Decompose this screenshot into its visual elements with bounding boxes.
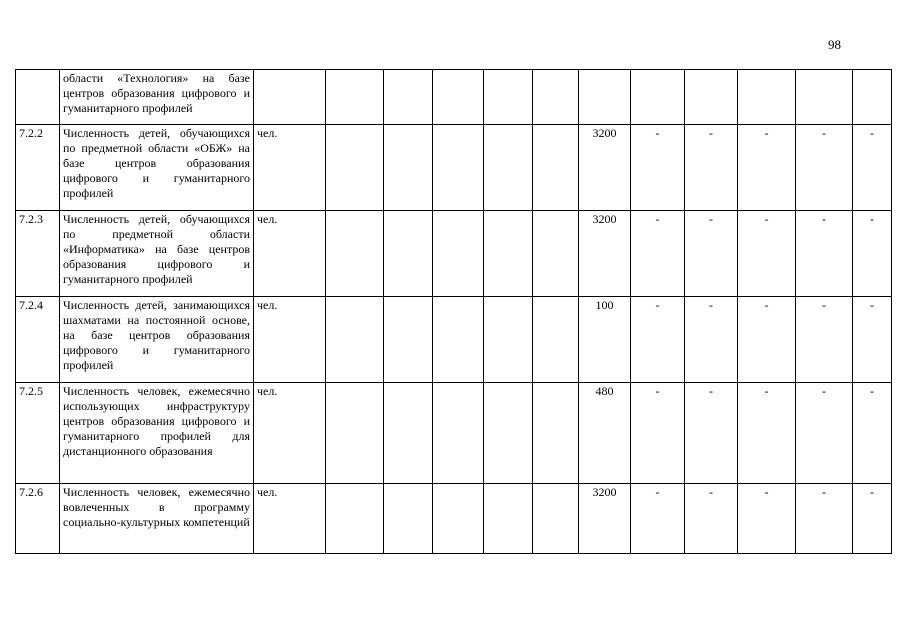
row-code: 7.2.4 — [16, 297, 60, 383]
row-dash: - — [631, 297, 685, 383]
row-dash: - — [685, 484, 738, 554]
row-cell — [533, 297, 579, 383]
page-number: 98 — [828, 37, 841, 52]
row-dash — [738, 70, 796, 125]
row-cell — [384, 70, 433, 125]
row-dash: - — [738, 383, 796, 484]
row-dash: - — [796, 211, 853, 297]
row-cell — [433, 383, 484, 484]
row-unit: чел. — [254, 125, 326, 211]
row-dash: - — [685, 297, 738, 383]
row-unit: чел. — [254, 211, 326, 297]
row-cell — [384, 297, 433, 383]
table-row — [16, 297, 892, 383]
row-dash: - — [685, 383, 738, 484]
row-cell — [484, 211, 533, 297]
row-value: 3200 — [579, 125, 631, 211]
row-cell — [326, 70, 384, 125]
row-indicator-name: Численность человек, ежемесячно вовлеченных в программу социально-культурных компетенций — [60, 484, 254, 554]
table-row — [16, 484, 892, 554]
row-dash — [631, 70, 685, 125]
row-cell — [384, 125, 433, 211]
row-dash: - — [685, 211, 738, 297]
row-value: 480 — [579, 383, 631, 484]
row-indicator-name: Численность детей, занимающихся шахматами на постоянной основе, на базе центров образования цифрового и гуманитарного профилей — [60, 297, 254, 383]
row-cell — [326, 125, 384, 211]
row-dash: - — [738, 125, 796, 211]
row-dash: - — [631, 383, 685, 484]
row-dash — [853, 70, 892, 125]
row-indicator-name: Численность детей, обучающихся по предметной области «ОБЖ» на базе центров образования цифрового и гуманитарного профилей — [60, 125, 254, 211]
row-cell — [484, 297, 533, 383]
row-dash: - — [853, 297, 892, 383]
row-cell — [433, 70, 484, 125]
row-dash: - — [631, 484, 685, 554]
row-dash: - — [796, 125, 853, 211]
row-dash: - — [853, 125, 892, 211]
row-cell — [433, 297, 484, 383]
row-dash: - — [631, 211, 685, 297]
row-dash: - — [796, 297, 853, 383]
row-dash: - — [853, 484, 892, 554]
row-dash: - — [738, 297, 796, 383]
row-cell — [433, 484, 484, 554]
table-row — [16, 383, 892, 484]
row-cell — [484, 70, 533, 125]
row-dash: - — [738, 484, 796, 554]
row-code: 7.2.2 — [16, 125, 60, 211]
row-value — [579, 70, 631, 125]
row-unit — [254, 70, 326, 125]
row-dash: - — [796, 383, 853, 484]
row-cell — [384, 383, 433, 484]
row-cell — [433, 125, 484, 211]
row-cell — [533, 125, 579, 211]
table-row — [16, 70, 892, 125]
row-value: 3200 — [579, 484, 631, 554]
row-indicator-name: Численность детей, обучающихся по предметной области «Информатика» на базе центров образования цифрового и гуманитарного профилей — [60, 211, 254, 297]
row-cell — [484, 484, 533, 554]
row-code: 7.2.3 — [16, 211, 60, 297]
row-unit: чел. — [254, 383, 326, 484]
row-dash: - — [685, 125, 738, 211]
row-cell — [326, 484, 384, 554]
row-code: 7.2.5 — [16, 383, 60, 484]
row-code — [16, 70, 60, 125]
row-cell — [533, 70, 579, 125]
row-cell — [533, 383, 579, 484]
row-dash: - — [738, 211, 796, 297]
row-cell — [533, 211, 579, 297]
row-indicator-name: Численность человек, ежемесячно использующих инфраструктуру центров образования цифрового и гуманитарного профилей для дистанционного образования — [60, 383, 254, 484]
row-cell — [533, 484, 579, 554]
table-row — [16, 125, 892, 211]
row-cell — [326, 383, 384, 484]
row-dash: - — [796, 484, 853, 554]
row-value: 100 — [579, 297, 631, 383]
table-row — [16, 211, 892, 297]
row-value: 3200 — [579, 211, 631, 297]
indicators-table — [15, 69, 892, 554]
row-cell — [484, 125, 533, 211]
row-dash: - — [631, 125, 685, 211]
row-dash — [685, 70, 738, 125]
row-cell — [326, 211, 384, 297]
row-indicator-name: области «Технология» на базе центров образования цифрового и гуманитарного профилей — [60, 70, 254, 125]
row-dash: - — [853, 211, 892, 297]
row-cell — [433, 211, 484, 297]
row-dash — [796, 70, 853, 125]
row-dash: - — [853, 383, 892, 484]
row-code: 7.2.6 — [16, 484, 60, 554]
row-cell — [326, 297, 384, 383]
row-cell — [384, 211, 433, 297]
row-unit: чел. — [254, 484, 326, 554]
row-unit: чел. — [254, 297, 326, 383]
row-cell — [384, 484, 433, 554]
row-cell — [484, 383, 533, 484]
